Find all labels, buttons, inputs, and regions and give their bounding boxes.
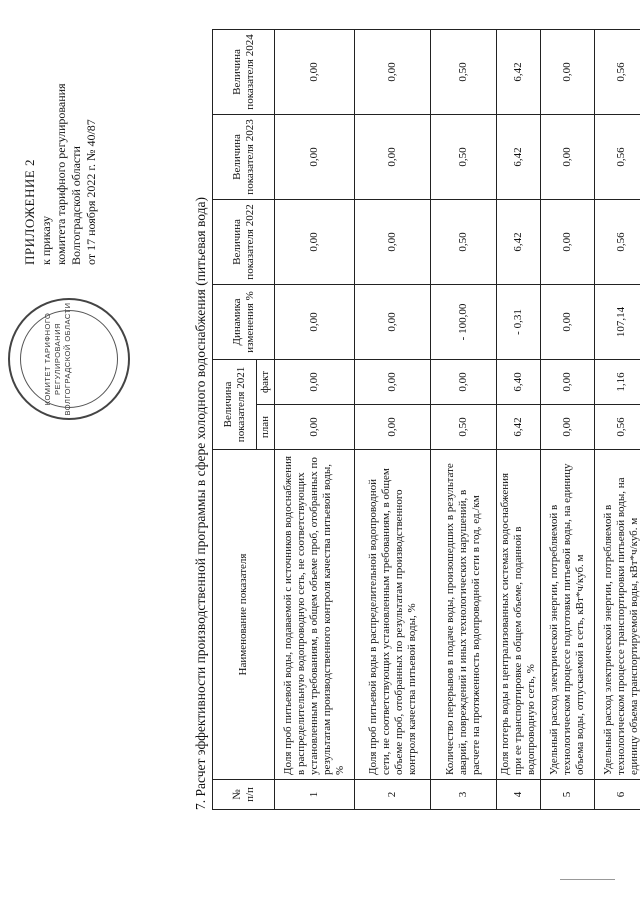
row-value-2023: 0,50	[431, 114, 497, 199]
row-plan-2021: 0,00	[541, 405, 595, 450]
row-value-2023: 6,42	[497, 114, 541, 199]
table-row	[595, 29, 640, 809]
row-number: 5	[541, 780, 595, 810]
header-dynamics: Динамика изменения %	[213, 284, 275, 359]
row-value-2024: 0,50	[431, 29, 497, 114]
efficiency-table	[212, 29, 640, 810]
header-plan: план	[257, 405, 275, 450]
row-plan-2021: 0,50	[431, 405, 497, 450]
row-indicator-name: Доля проб питьевой воды в распределительной водопроводной сети, не соответствующих установленным требованиям, в общем объеме проб, отобранных по результатам производственного контроля качества питьевой воды, %	[355, 450, 431, 780]
header-value-2022: Величина показателя 2022	[213, 199, 275, 284]
row-dynamics: 0,00	[355, 284, 431, 359]
row-fact-2021: 0,00	[431, 359, 497, 404]
row-plan-2021: 0,00	[355, 405, 431, 450]
row-value-2024: 0,00	[355, 29, 431, 114]
table-row	[355, 29, 431, 809]
table-row	[275, 29, 355, 809]
row-number: 6	[595, 780, 640, 810]
row-value-2023: 0,56	[595, 114, 640, 199]
row-dynamics: 0,00	[541, 284, 595, 359]
row-value-2022: 6,42	[497, 199, 541, 284]
row-value-2024: 0,00	[541, 29, 595, 114]
appendix-title: ПРИЛОЖЕНИЕ 2	[22, 159, 37, 265]
official-seal	[8, 298, 130, 420]
row-indicator-name: Удельный расход электрической энергии, потребляемой в технологическом процессе подготовки питьевой воды, на единицу объема воды, отпускаемой в сеть, кВт*ч/куб. м	[541, 450, 595, 780]
row-value-2024: 0,00	[275, 29, 355, 114]
appendix-line-date: от 17 ноября 2022 г. № 40/87	[84, 119, 98, 265]
header-value-2024: Величина показателя 2024	[213, 29, 275, 114]
row-fact-2021: 0,00	[355, 359, 431, 404]
row-indicator-name: Удельный расход электрической энергии, потребляемой в технологическом процессе транспортировки питьевой воды, на единицу объема транспортируемой воды, кВт*ч/куб. м	[595, 450, 640, 780]
row-plan-2021: 0,56	[595, 405, 640, 450]
row-dynamics: 0,00	[275, 284, 355, 359]
appendix-line-committee: комитета тарифного регулирования	[54, 83, 68, 265]
row-value-2022: 0,00	[355, 199, 431, 284]
table-row	[431, 29, 497, 809]
row-fact-2021: 0,00	[541, 359, 595, 404]
row-value-2024: 6,42	[497, 29, 541, 114]
row-value-2023: 0,00	[355, 114, 431, 199]
row-number: 4	[497, 780, 541, 810]
row-value-2023: 0,00	[275, 114, 355, 199]
row-dynamics: - 0,31	[497, 284, 541, 359]
row-value-2022: 0,50	[431, 199, 497, 284]
row-fact-2021: 1,16	[595, 359, 640, 404]
row-number: 1	[275, 780, 355, 810]
header-value-2023: Величина показателя 2023	[213, 114, 275, 199]
seal-text: КОМИТЕТ ТАРИФНОГО РЕГУЛИРОВАНИЯ ВОЛГОГРАДСКОЙ ОБЛАСТИ	[43, 302, 72, 416]
row-indicator-name: Доля проб питьевой воды, подаваемой с источников водоснабжения в распределительную водопроводную сеть, не соответствующих установленным требованиям, в общем объеме проб, отобранных по результатам производственного контроля качества питьевой воды, %	[275, 450, 355, 780]
row-number: 2	[355, 780, 431, 810]
row-value-2022: 0,56	[595, 199, 640, 284]
appendix-header	[22, 35, 99, 265]
section-title: 7. Расчет эффективности производственной программы в сфере холодного водоснабжения (питьевая вода)	[193, 196, 208, 810]
row-indicator-name: Доля потерь воды в централизованных системах водоснабжения при ее транспортировке в общем объеме, поданной в водопроводную сеть, %	[497, 450, 541, 780]
table-row	[541, 29, 595, 809]
row-dynamics: 107,14	[595, 284, 640, 359]
row-indicator-name: Количество перерывов в подаче воды, произошедших в результате аварий, повреждений и иных технологических нарушений, в расчете на протяженность водопроводной сети в год, ед./км	[431, 450, 497, 780]
row-plan-2021: 0,00	[275, 405, 355, 450]
header-indicator-name: Наименование показателя	[213, 450, 275, 780]
table-row	[497, 29, 541, 809]
row-fact-2021: 0,00	[275, 359, 355, 404]
row-value-2024: 0,56	[595, 29, 640, 114]
row-dynamics: - 100,00	[431, 284, 497, 359]
row-number: 3	[431, 780, 497, 810]
row-plan-2021: 6,42	[497, 405, 541, 450]
row-value-2023: 0,00	[541, 114, 595, 199]
row-value-2022: 0,00	[541, 199, 595, 284]
header-value-2021: Величина показателя 2021	[213, 359, 257, 449]
header-number: № п/п	[213, 780, 275, 810]
header-fact: факт	[257, 359, 275, 404]
row-fact-2021: 6,40	[497, 359, 541, 404]
margin-line	[560, 879, 615, 880]
row-value-2022: 0,00	[275, 199, 355, 284]
appendix-line-order: к приказу	[39, 215, 53, 265]
appendix-line-region: Волгоградской области	[69, 146, 83, 265]
